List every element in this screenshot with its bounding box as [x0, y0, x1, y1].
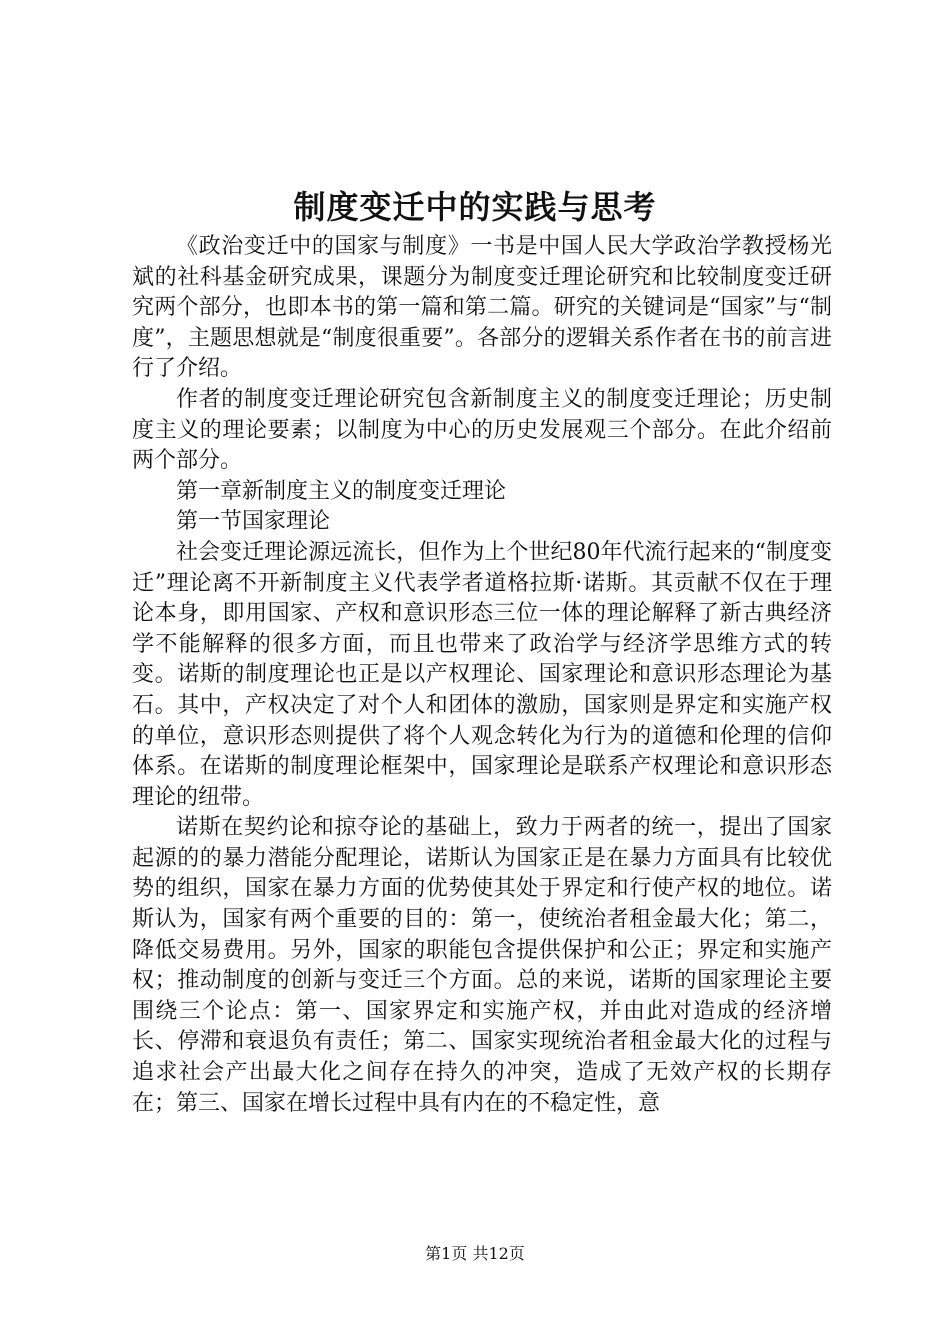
- document-body: [132, 232, 832, 1119]
- chapter-heading: 第一章新制度主义的制度变迁理论: [176, 478, 507, 504]
- paragraph: 作者的制度变迁理论研究包含新制度主义的制度变迁理论；历史制度主义的理论要素；以制度为中心的历史发展观三个部分。在此介绍前两个部分。: [132, 386, 832, 474]
- section-heading: 第一节国家理论: [176, 509, 331, 535]
- paragraph: 《政治变迁中的国家与制度》一书是中国人民大学政治学教授杨光斌的社科基金研究成果，课题分为制度变迁理论研究和比较制度变迁研究两个部分，也即本书的第一篇和第二篇。研究的关键词是“国家”与“制度”，主题思想就是“制度很重要”。各部分的逻辑关系作者在书的前言进行了介绍。: [132, 234, 832, 382]
- paragraph: 诺斯在契约论和掠夺论的基础上，致力于两者的统一，提出了国家起源的的暴力潜能分配理论，诺斯认为国家正是在暴力方面具有比较优势的组织，国家在暴力方面的优势使其处于界定和行使产权的地位。诺斯认为，国家有两个重要的目的：第一，使统治者租金最大化；第二，降低交易费用。另外，国家的职能包含提供保护和公正；界定和实施产权；推动制度的创新与变迁三个方面。总的来说，诺斯的国家理论主要围绕三个论点：第一、国家界定和实施产权，并由此对造成的经济增长、停滞和衰退负有责任；第二、国家实现统治者租金最大化的过程与追求社会产出最大化之间存在持久的冲突，造成了无效产权的长期存在；第三、国家在增长过程中具有内在的不稳定性，意: [132, 815, 832, 1116]
- document-title: 制度变迁中的实践与思考: [293, 188, 657, 226]
- paragraph: 社会变迁理论源远流长，但作为上个世纪80年代流行起来的“制度变迁”理论离不开新制度主义代表学者道格拉斯·诺斯。其贡献不仅在于理论本身，即用国家、产权和意识形态三位一体的理论解释了新古典经济学不能解释的很多方面，而且也带来了政治学与经济学思维方式的转变。诺斯的制度理论也正是以产权理论、国家理论和意识形态理论为基石。其中，产权决定了对个人和团体的激励，国家则是界定和实施产权的单位，意识形态则提供了将个人观念转化为行为的道德和伦理的信仰体系。在诺斯的制度理论框架中，国家理论是联系产权理论和意识形态理论的纽带。: [132, 539, 832, 810]
- page-footer: 第1页 共12页: [425, 1244, 525, 1263]
